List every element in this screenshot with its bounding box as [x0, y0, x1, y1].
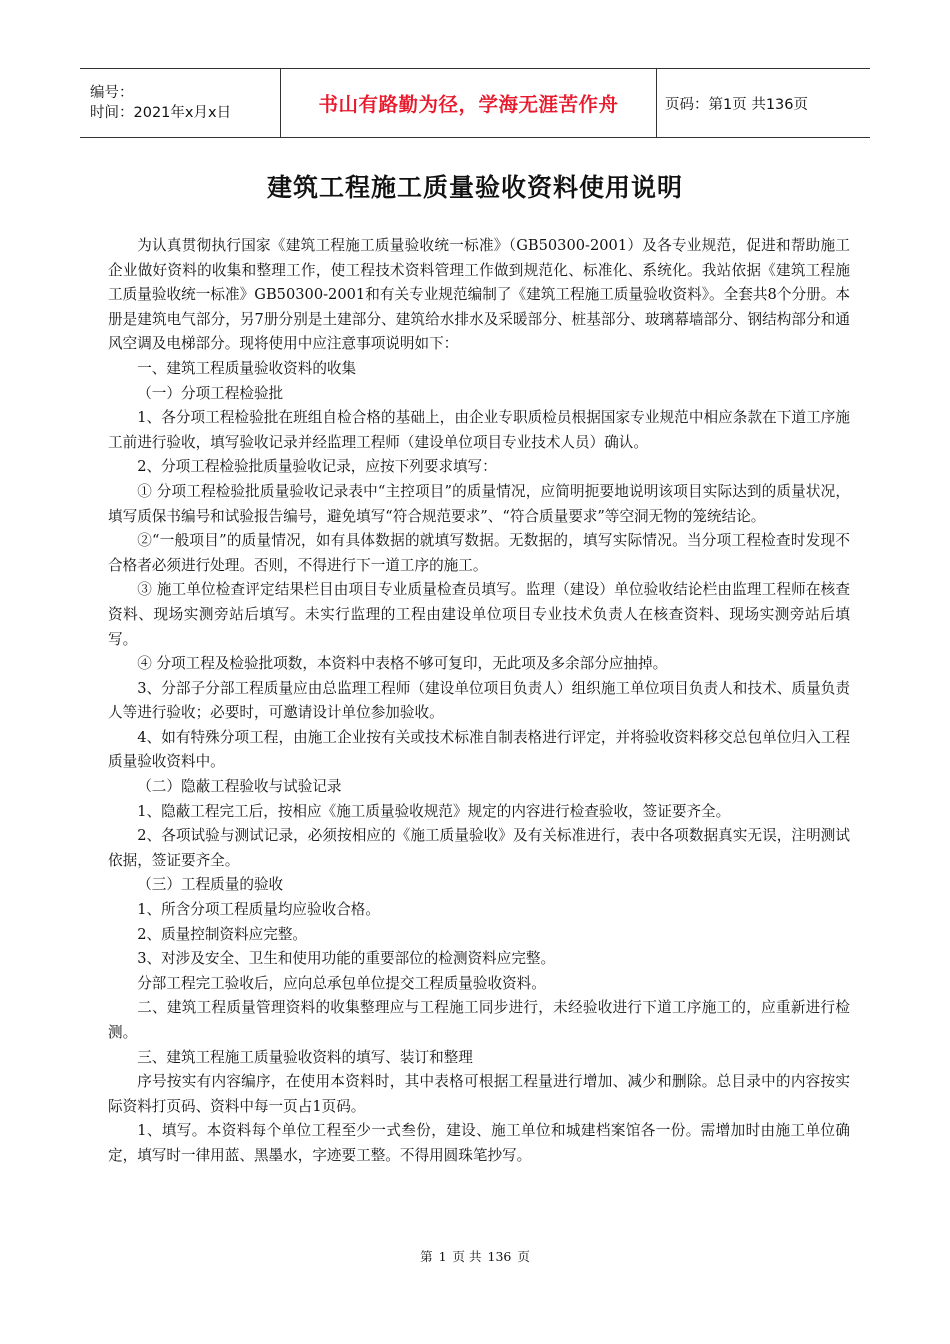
paragraph: 1、隐蔽工程完工后，按相应《施工质量验收规范》规定的内容进行检查验收，签证要齐全。: [137, 802, 731, 820]
footer-page-number: 1: [438, 1249, 447, 1264]
header-left-cell: [80, 69, 280, 137]
paragraph: 3、分部子分部工程质量应由总监理工程师（建设单位项目负责人）组织施工单位项目负责人和技术、质量负责人等进行验收；必要时，可邀请设计单位参加验收。: [108, 679, 850, 722]
document-number-label: 编号：: [90, 85, 134, 101]
paragraph: 3、对涉及安全、卫生和使用功能的重要部位的检测资料应完整。: [137, 950, 556, 968]
paragraph: 分部工程完工验收后，应向总承包单位提交工程质量验收资料。: [137, 974, 546, 992]
page-footer: [0, 1247, 950, 1265]
paragraph: 4、如有特殊分项工程，由施工企业按有关或技术标准自制表格进行评定，并将验收资料移交总包单位归入工程质量验收资料中。: [108, 728, 850, 771]
paragraph: ① 分项工程检验批质量验收记录表中“主控项目”的质量情况，应简明扼要地说明该项目实际达到的质量状况，填写质保书编号和试验报告编号，避免填写“符合规范要求”、“符合质量要求”等空洞无物的笼统结论。: [108, 482, 850, 525]
footer-prefix: 第: [420, 1249, 433, 1264]
section-heading: 二、建筑工程质量管理资料的收集整理应与工程施工同步进行，未经验收进行下道工序施工的，应重新进行检测。: [108, 999, 850, 1041]
paragraph: ③ 施工单位检查评定结果栏目由项目专业质量检查员填写。监理（建设）单位验收结论栏由监理工程师在核查资料、现场实测旁站后填写。未实行监理的工程由建设单位项目专业技术负责人在核查资料、现场实测旁站后填写。: [108, 581, 850, 648]
section-heading: 一、建筑工程质量验收资料的收集: [137, 359, 357, 377]
motto-text: 书山有路勤为径，学海无涯苦作舟: [318, 93, 619, 116]
paragraph: 1、各分项工程检验批在班组自检合格的基础上，由企业专职质检员根据国家专业规范中相应条款在下道工序施工前进行验收，填写验收记录并经监理工程师（建设单位项目专业技术人员）确认。: [108, 409, 850, 451]
document-header: [80, 68, 870, 138]
section-heading: 三、建筑工程施工质量验收资料的填写、装订和整理: [137, 1048, 473, 1066]
paragraph: 1、填写。本资料每个单位工程至少一式叁份，建设、施工单位和城建档案馆各一份。需增加时由施工单位确定，填写时一律用蓝、黑墨水，字迹要工整。不得用圆珠笔抄写。: [108, 1122, 850, 1164]
header-page-cell: [657, 69, 870, 137]
paragraph: ②“一般项目”的质量情况，如有具体数据的就填写数据。无数据的，填写实际情况。当分项工程检查时发现不合格者必须进行处理。否则，不得进行下一道工序的施工。: [108, 532, 850, 574]
paragraph: 序号按实有内容编序，在使用本资料时，其中表格可根据工程量进行增加、减少和删除。总目录中的内容按实际资料打页码、资料中每一页占1页码。: [108, 1073, 850, 1115]
header-motto-cell: [280, 69, 657, 137]
subsection-heading: （三）工程质量的验收: [137, 876, 284, 894]
document-body: [108, 234, 850, 1169]
footer-mid: 页 共: [452, 1249, 482, 1264]
footer-total-pages: 136: [487, 1249, 512, 1264]
paragraph: 2、各项试验与测试记录，必须按相应的《施工质量验收》及有关标准进行，表中各项数据真实无误，注明测试依据，签证要齐全。: [108, 827, 850, 869]
paragraph-intro: 为认真贯彻执行国家《建筑工程施工质量验收统一标准》（GB50300-2001）及各专业规范，促进和帮助施工企业做好资料的收集和整理工作，使工程技术资料管理工作做到规范化、标准化、系统化。我站依据《建筑工程施工质量验收统一标准》GB50300-2001和有关专业规范编制了《建筑工程施工质量验收资料》。全套共8个分册。本册是建筑电气部分，另7册分别是土建部分、建筑给水排水及采暖部分、桩基部分、玻璃幕墙部分、钢结构部分和通风空调及电梯部分。现将使用中应注意事项说明如下：: [108, 237, 850, 353]
paragraph: 2、质量控制资料应完整。: [137, 925, 308, 943]
footer-suffix: 页: [517, 1249, 530, 1264]
document-date: 时间：2021年x月x日: [90, 105, 232, 121]
paragraph: ④ 分项工程及检验批项数，本资料中表格不够可复印，无此项及多余部分应抽掉。: [137, 655, 668, 673]
paragraph: 1、所含分项工程质量均应验收合格。: [137, 901, 380, 919]
subsection-heading: （二）隐蔽工程验收与试验记录: [137, 778, 342, 796]
document-title: 建筑工程施工质量验收资料使用说明: [266, 173, 683, 202]
subsection-heading: （一）分项工程检验批: [137, 384, 284, 402]
paragraph: 2、分项工程检验批质量验收记录，应按下列要求填写：: [137, 458, 497, 476]
header-page-info: 页码：第1页 共136页: [665, 96, 809, 113]
